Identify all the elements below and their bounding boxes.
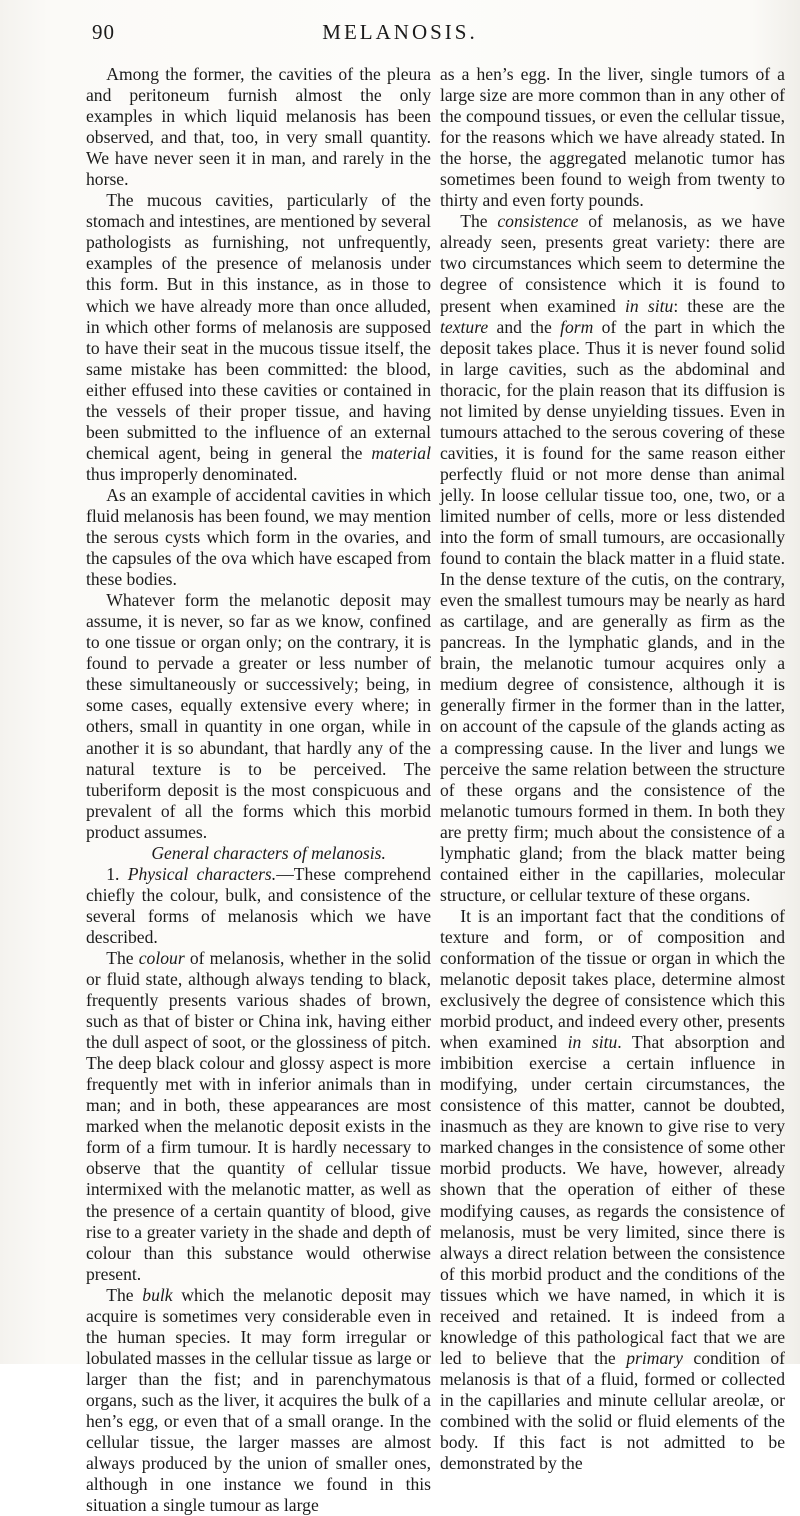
paragraph: The bulk which the melanotic deposit may acquire is sometimes very considerable even in the human species. It may form irregular or lobulated masses in the cellular tissue as large or larger than the fist; and in parenchymatous organs, such as the liver, it acquires the bulk of a hen’s egg, or even that of a small orange. In the cellular tissue, the larger masses are almost always produced by the union of smaller ones, although in one instance we found in this situation a single tumour as large [86, 1284, 431, 1516]
paragraph: The mucous cavities, particularly of the stomach and intestines, are mentioned by several pathologists as furnishing, not unfrequently, examples of the presence of melanosis under this form. But in this instance, as in those to which we have already more than once alluded, in which other forms of melanosis are supposed to have their seat in the mucous tissue itself, the same mistake has been committed: the blood, either effused into these cavities or contained in the vessels of their proper tissue, and having been submitted to the influence of an external chemical agent, being in general the material thus improperly denominated. [86, 190, 431, 484]
running-title: MELANOSIS. [322, 20, 478, 44]
paragraph: 1. Physical characters.—These comprehend chiefly the colour, bulk, and consistence of the several forms of melanosis which we have described. [86, 863, 431, 947]
paragraph: as a hen’s egg. In the liver, single tumors of a large size are more common than in any other of the compound tissues, or even the cellular tissue, for the reasons which we have already stated. In the horse, the aggregated melanotic tumor has sometimes been found to weigh from twenty to thirty and even forty pounds. [440, 64, 785, 211]
paragraph: As an example of accidental cavities in which fluid melanosis has been found, we may mention the serous cysts which form in the ovaries, and the capsules of the ova which have escaped from these bodies. [86, 484, 431, 590]
page-number: 90 [92, 20, 115, 44]
paragraph: The colour of melanosis, whether in the solid or fluid state, although always tending to black, frequently presents various shades of brown, such as that of bister or China ink, having either the dull aspect of soot, or the glossiness of pitch. The deep black colour and glossy aspect is more frequently met with in inferior animals than in man; and in both, these appearances are most marked when the melanotic deposit exists in the form of a firm tumour. It is hardly necessary to observe that the quantity of cellular tissue intermixed with the melanotic matter, as well as the presence of a certain quantity of blood, give rise to a greater variety in the shade and depth of colour than this substance would otherwise present. [86, 947, 431, 1284]
running-head [0, 20, 800, 50]
section-heading: General characters of melanosis. [151, 842, 386, 863]
left-column [86, 64, 431, 1516]
right-column [440, 64, 785, 1474]
paragraph: Whatever form the melanotic deposit may assume, it is never, so far as we know, confined to one tissue or organ only; on the contrary, it is found to pervade a greater or less number of these simultaneously or successively; being, in some cases, equally extensive every where; in others, small in quantity in one organ, while in another it is so abundant, that hardly any of the natural texture is to be perceived. The tuberiform deposit is the most conspicuous and prevalent of all the forms which this morbid product assumes. [86, 590, 431, 842]
paragraph: It is an important fact that the conditions of texture and form, or of composition and conformation of the tissue or organ in which the melanotic deposit takes place, determine almost exclusively the degree of consistence which this morbid product, and indeed every other, presents when examined in situ. That absorption and imbibition exercise a certain influence in modifying, under certain circumstances, the consistence of this matter, cannot be doubted, inasmuch as they are known to give rise to very marked changes in the consistence of some other morbid products. We have, however, already shown that the operation of either of these modifying causes, as regards the consistence of melanosis, must be very limited, since there is always a direct relation between the consistence of this morbid product and the conditions of the tissues which we have named, in which it is received and retained. It is indeed from a knowledge of this pathological fact that we are led to believe that the primary condition of melanosis is that of a fluid, formed or collected in the capillaries and minute cellular areolæ, or combined with the solid or fluid elements of the body. If this fact is not admitted to be demonstrated by the [440, 905, 786, 1474]
paragraph: The consistence of melanosis, as we have already seen, presents great variety: there are two circumstances which seem to determine the degree of consistence which it is found to present when examined in situ: these are the texture and the form of the part in which the deposit takes place. Thus it is never found solid in large cavities, such as the abdominal and thoracic, for the plain reason that its diffusion is not limited by dense unyielding tissues. Even in tumours attached to the serous covering of these cavities, it is found for the same reason either perfectly fluid or not more dense than animal jelly. In loose cellular tissue too, one, two, or a limited number of cells, more or less distended into the form of small tumours, are occasionally found to contain the black matter in a fluid state. In the dense texture of the cutis, on the contrary, even the smallest tumours may be nearly as hard as cartilage, and are generally as firm as the pancreas. In the lymphatic glands, and in the brain, the melanotic tumour acquires only a medium degree of consistence, although it is generally firmer in the former than in the latter, on account of the capsule of the glands acting as a compressing cause. In the liver and lungs we perceive the same relation between the structure of these organs and the consistence of the melanotic tumours formed in them. In both they are pretty firm; much about the consistence of a lymphatic gland; from the black matter being contained either in the capillaries, molecular structure, or cellular texture of these organs. [440, 211, 785, 905]
paragraph: Among the former, the cavities of the pleura and peritoneum furnish almost the only examples in which liquid melanosis has been observed, and that, too, in very small quantity. We have never seen it in man, and rarely in the horse. [86, 64, 431, 190]
